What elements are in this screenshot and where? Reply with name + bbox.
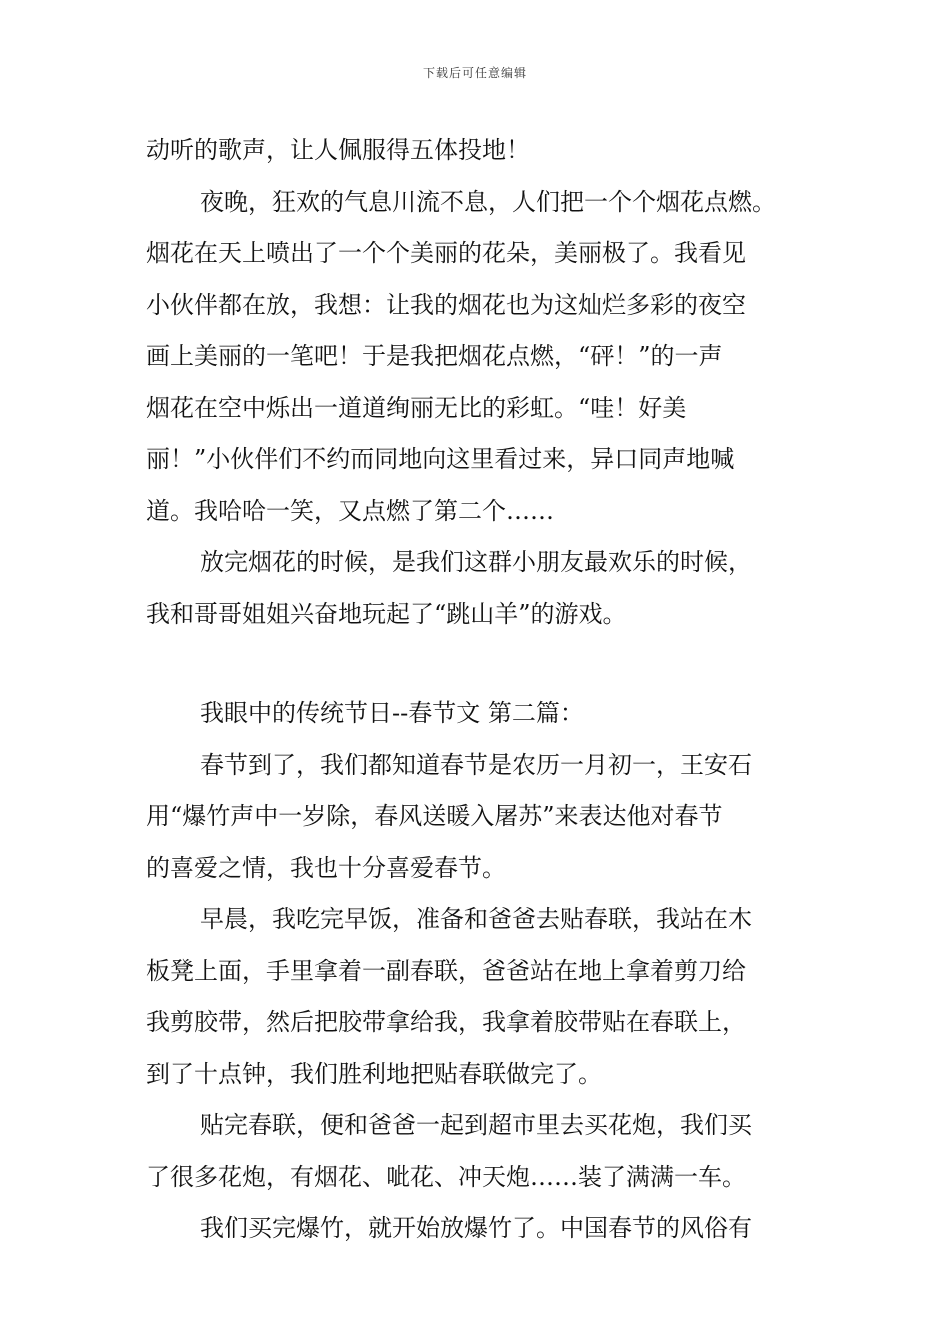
- text-line: 小伙伴都在放，我想：让我的烟花也为这灿烂多彩的夜空: [146, 290, 746, 319]
- text-line: 的喜爱之情，我也十分喜爱春节。: [146, 853, 506, 882]
- section-gap: [146, 640, 826, 688]
- text-line: 动听的歌声，让人佩服得五体投地！: [146, 136, 530, 164]
- text-line: 画上美丽的一笔吧！于是我把烟花点燃，“砰！”的一声: [146, 342, 723, 370]
- paragraph-start-line: 早晨，我吃完早饭，准备和爸爸去贴春联，我站在木: [200, 905, 752, 933]
- page-header: 下载后可任意编辑: [422, 66, 527, 80]
- text-line: 我和哥哥姐姐兴奋地玩起了“跳山羊”的游戏。: [146, 599, 627, 628]
- text-line: 了很多花炮，有烟花、呲花、冲天炮……装了满满一车。: [146, 1162, 746, 1191]
- paragraph-start-line: 贴完春联，便和爸爸一起到超市里去买花炮，我们买: [200, 1111, 752, 1139]
- paragraph-start-line: 春节到了，我们都知道春节是农历一月初一，王安石: [200, 750, 752, 779]
- paragraph-start-line: 放完烟花的时候，是我们这群小朋友最欢乐的时候，: [200, 548, 752, 576]
- text-line: 板凳上面，手里拿着一副春联，爸爸站在地上拿着剪刀给: [146, 956, 746, 985]
- text-line: 我剪胶带，然后把胶带拿给我，我拿着胶带贴在春联上，: [146, 1008, 746, 1036]
- text-line: 道。我哈哈一笑，又点燃了第二个……: [146, 496, 554, 525]
- paragraph-start-line: 我们买完爆竹，就开始放爆竹了。中国春节的风俗有: [200, 1214, 752, 1242]
- text-line: 烟花在天上喷出了一个个美丽的花朵，美丽极了。我看见: [146, 239, 746, 267]
- text-line: 到了十点钟，我们胜利地把贴春联做完了。: [146, 1059, 602, 1088]
- section-title: 我眼中的传统节日--春节文 第二篇：: [200, 699, 584, 727]
- text-line: 丽！”小伙伴们不约而同地向这里看过来，异口同声地喊: [146, 445, 735, 473]
- paragraph-start-line: 夜晚，狂欢的气息川流不息，人们把一个个烟花点燃。: [200, 187, 776, 216]
- text-line: 用“爆竹声中一岁除，春风送暖入屠苏”来表达他对春节: [146, 802, 723, 830]
- text-line: 烟花在空中烁出一道道绚丽无比的彩虹。“哇！好美: [146, 393, 687, 422]
- document-body: [146, 125, 826, 1255]
